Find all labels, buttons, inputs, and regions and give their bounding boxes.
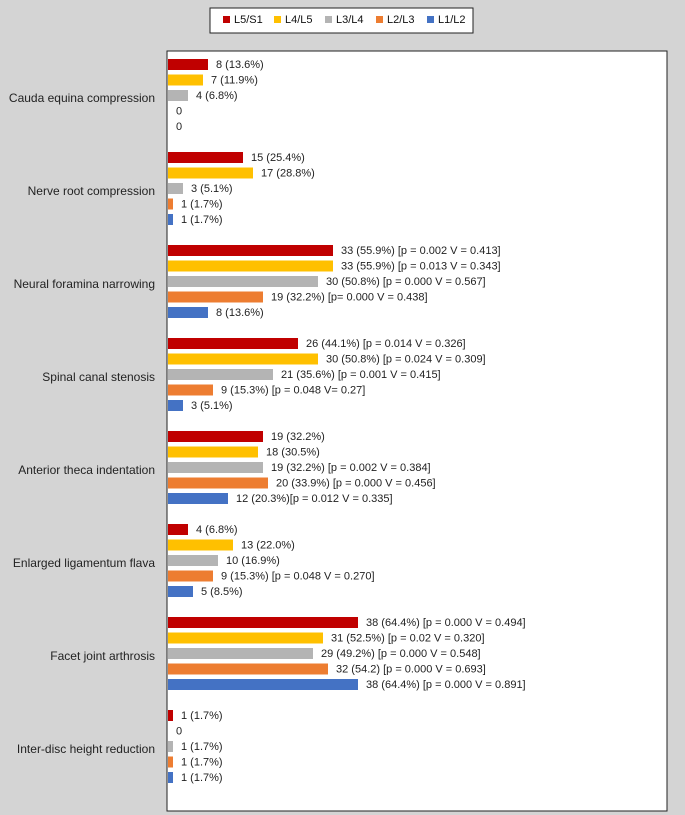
data-label: 38 (64.4%) [p = 0.000 V = 0.494] <box>366 616 526 629</box>
data-label: 21 (35.6%) [p = 0.001 V = 0.415] <box>281 368 441 381</box>
bar-l2-l3 <box>168 757 173 768</box>
bar-l5-s1 <box>168 338 298 349</box>
data-label: 33 (55.9%) [p = 0.013 V = 0.343] <box>341 260 501 273</box>
bar-l1-l2 <box>168 679 358 690</box>
data-label: 12 (20.3%)[p = 0.012 V = 0.335] <box>236 492 393 505</box>
data-label: 19 (32.2%) <box>271 430 325 443</box>
category-label: Anterior theca indentation <box>18 462 155 477</box>
bar-l1-l2 <box>168 493 228 504</box>
legend-swatch <box>427 16 434 23</box>
bar-l3-l4 <box>168 648 313 659</box>
data-label: 10 (16.9%) <box>226 554 280 567</box>
legend-swatch <box>325 16 332 23</box>
data-label: 8 (13.6%) <box>216 306 264 319</box>
data-label: 4 (6.8%) <box>196 89 238 102</box>
bar-l1-l2 <box>168 214 173 225</box>
bar-l3-l4 <box>168 369 273 380</box>
data-label: 15 (25.4%) <box>251 151 305 164</box>
data-label: 26 (44.1%) [p = 0.014 V = 0.326] <box>306 337 466 350</box>
bar-l5-s1 <box>168 152 243 163</box>
category-labels <box>9 91 155 756</box>
data-label: 32 (54.2) [p = 0.000 V = 0.693] <box>336 663 486 676</box>
data-label: 4 (6.8%) <box>196 523 238 536</box>
bar-l2-l3 <box>168 664 328 675</box>
bar-l4-l5 <box>168 75 203 86</box>
data-label: 20 (33.9%) [p = 0.000 V = 0.456] <box>276 477 436 490</box>
data-label: 3 (5.1%) <box>191 182 233 195</box>
data-label: 30 (50.8%) [p = 0.024 V = 0.309] <box>326 353 486 366</box>
data-label: 13 (22.0%) <box>241 539 295 552</box>
bar-l4-l5 <box>168 540 233 551</box>
data-label: 33 (55.9%) [p = 0.002 V = 0.413] <box>341 244 501 257</box>
bar-l3-l4 <box>168 276 318 287</box>
data-label: 1 (1.7%) <box>181 771 223 784</box>
category-label: Nerve root compression <box>27 183 155 198</box>
bar-l1-l2 <box>168 586 193 597</box>
bar-l2-l3 <box>168 571 213 582</box>
bar-l2-l3 <box>168 292 263 303</box>
data-label: 1 (1.7%) <box>181 740 223 753</box>
data-label: 1 (1.7%) <box>181 709 223 722</box>
bar-l3-l4 <box>168 90 188 101</box>
bar-l5-s1 <box>168 245 333 256</box>
legend-label: L2/L3 <box>387 13 415 26</box>
data-label: 0 <box>176 105 183 118</box>
bar-l4-l5 <box>168 354 318 365</box>
bar-l1-l2 <box>168 307 208 318</box>
bar-l5-s1 <box>168 431 263 442</box>
bar-l3-l4 <box>168 183 183 194</box>
data-label: 0 <box>176 120 183 133</box>
bar-l5-s1 <box>168 617 358 628</box>
data-label: 9 (15.3%) [p = 0.048 V= 0.27] <box>221 384 366 397</box>
bar-l5-s1 <box>168 524 188 535</box>
data-label: 31 (52.5%) [p = 0.02 V = 0.320] <box>331 632 485 645</box>
bar-l2-l3 <box>168 199 173 210</box>
data-label: 38 (64.4%) [p = 0.000 V = 0.891] <box>366 678 526 691</box>
data-label: 18 (30.5%) <box>266 446 320 459</box>
legend-swatch <box>223 16 230 23</box>
data-label: 19 (32.2%) [p = 0.002 V = 0.384] <box>271 461 431 474</box>
bar-l4-l5 <box>168 633 323 644</box>
legend-label: L4/L5 <box>285 13 313 26</box>
category-label: Cauda equina compression <box>8 90 155 105</box>
bar-l3-l4 <box>168 555 218 566</box>
legend-label: L3/L4 <box>336 13 364 26</box>
data-label: 30 (50.8%) [p = 0.000 V = 0.567] <box>326 275 486 288</box>
category-label: Spinal canal stenosis <box>42 369 155 384</box>
data-label: 1 (1.7%) <box>181 756 223 769</box>
category-label: Inter-disc height reduction <box>16 741 155 756</box>
category-label: Enlarged ligamentum flava <box>12 555 155 570</box>
bar-l4-l5 <box>168 261 333 272</box>
bar-l5-s1 <box>168 59 208 70</box>
data-label: 29 (49.2%) [p = 0.000 V = 0.548] <box>321 647 481 660</box>
bar-l4-l5 <box>168 447 258 458</box>
data-label: 1 (1.7%) <box>181 198 223 211</box>
bar-l1-l2 <box>168 400 183 411</box>
bar-l4-l5 <box>168 168 253 179</box>
data-label: 1 (1.7%) <box>181 213 223 226</box>
data-label: 7 (11.9%) <box>211 74 258 87</box>
data-label: 19 (32.2%) [p= 0.000 V = 0.438] <box>271 291 428 304</box>
data-label: 8 (13.6%) <box>216 58 264 71</box>
legend-label: L1/L2 <box>438 13 466 26</box>
data-label: 9 (15.3%) [p = 0.048 V = 0.270] <box>221 570 375 583</box>
bar-l1-l2 <box>168 772 173 783</box>
data-label: 5 (8.5%) <box>201 585 243 598</box>
category-label: Neural foramina narrowing <box>13 276 155 291</box>
bar-l2-l3 <box>168 385 213 396</box>
legend-swatch <box>274 16 281 23</box>
legend-label: L5/S1 <box>234 13 263 26</box>
bar-l3-l4 <box>168 462 263 473</box>
data-label: 17 (28.8%) <box>261 167 315 180</box>
data-label: 3 (5.1%) <box>191 399 233 412</box>
data-label: 0 <box>176 725 183 738</box>
bar-l2-l3 <box>168 478 268 489</box>
bar-l3-l4 <box>168 741 173 752</box>
bar-l5-s1 <box>168 710 173 721</box>
category-label: Facet joint arthrosis <box>50 648 155 663</box>
legend-swatch <box>376 16 383 23</box>
